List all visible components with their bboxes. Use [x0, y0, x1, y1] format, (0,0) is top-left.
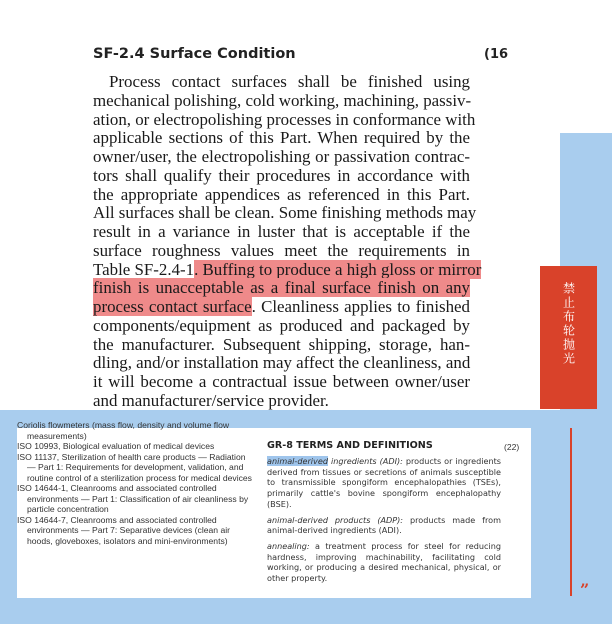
text-line: applicable sections of this Part. When required by the: [93, 128, 470, 148]
text-line: surface roughness values meet the requirements in: [93, 240, 470, 260]
text-line: dling, and/or installation may affect the cleanliness, and: [93, 353, 471, 373]
text-line: ation, or electropolishing processes in conformance with: [93, 109, 476, 129]
definition-item: [267, 515, 501, 536]
quote-mark-icon: ”: [580, 580, 590, 599]
reference-item: ISO 10993, Biological evaluation of medical devices: [17, 441, 215, 451]
text-line: components/equipment as produced and packaged by: [93, 315, 470, 335]
text-line: tors shall qualify their procedures in accordance with: [93, 165, 470, 185]
section-title: SF-2.4 Surface Condition: [93, 46, 296, 62]
surface-condition-paragraph: [93, 72, 482, 411]
text-line: [93, 279, 470, 298]
highlighted-text: process contact surface: [93, 297, 252, 316]
reference-item: ISO 14644-7, Cleanrooms and associated controlled environments — Part 7: Separative devices (clean air hoods, gloveboxes, isolators and mini-environments): [17, 514, 231, 546]
red-divider-line: [570, 428, 572, 596]
text-line: mechanical polishing, cold working, machining, passiv-: [93, 90, 472, 110]
definition-text: a treatment process for steel for reducing hardness, improving machinability, facilitating cold working, or producing a desired mechanical, physical, or other property.: [267, 540, 501, 584]
definition-term: ingredients (ADI):: [327, 456, 403, 466]
reference-item: ISO 11137, Sterilization of health care products — Radiation — Part 1: Requirements for development, validation, and routine control of a sterilization process for medical devices: [17, 451, 252, 483]
definitions-title: GR-8 TERMS AND DEFINITIONS: [267, 440, 433, 451]
lower-document-page: [17, 420, 531, 598]
definition-term: annealing:: [267, 540, 310, 551]
definition-text: products made from animal-derived ingredients (ADI).: [267, 514, 501, 536]
text-line: the appropriate appendices as referenced in this Part.: [93, 184, 470, 204]
text-line: and manufacturer/service provider.: [93, 390, 329, 410]
reference-list: [17, 420, 255, 546]
highlighted-text: . Buffing to produce a high gloss or mirror: [194, 259, 482, 279]
reference-item: Coriolis flowmeters (mass flow, density and volume flow measurements): [17, 420, 230, 441]
annotation-tag-text: 禁止布轮抛光: [561, 282, 576, 366]
definition-item: [267, 456, 501, 510]
definition-text: products or ingredients derived from tissues or secretions of animals susceptible to transmissible spongiform encephalopathies (TSEs), primarily cattle's bovine spongiform encephalopathy (BSE).: [267, 456, 501, 509]
table-reference: Table SF-2.4-1: [93, 259, 195, 279]
text-line: result in a variance in luster that is acceptable if the: [93, 222, 470, 241]
text-line: owner/user, the electropolishing or passivation contrac-: [93, 147, 470, 166]
page-number: (16: [484, 47, 509, 62]
highlighted-text: finish is unacceptable as a final surface finish on any: [93, 278, 470, 298]
definition-term: animal-derived products (ADP):: [267, 514, 404, 525]
annotation-tag: [540, 266, 597, 409]
definitions-list: [267, 456, 501, 589]
text-line: it will become a contractual issue between owner/user: [93, 372, 470, 391]
definitions-page-number: (22): [504, 442, 520, 452]
definition-item: [267, 541, 501, 584]
text-line: All surfaces shall be clean. Some finishing methods may: [93, 203, 477, 223]
text-line: [93, 259, 482, 280]
reference-item: ISO 14644-1, Cleanrooms and associated controlled environments — Part 1: Classification of air cleanliness by particle concentration: [17, 483, 249, 514]
text-line: Process contact surfaces shall be finished using: [109, 72, 470, 91]
plain-text: . Cleanliness applies to finished: [251, 297, 470, 316]
text-line: the manufacturer. Subsequent shipping, storage, han-: [93, 334, 470, 354]
highlighted-term: animal-derived: [267, 456, 328, 466]
text-line: [93, 298, 470, 317]
